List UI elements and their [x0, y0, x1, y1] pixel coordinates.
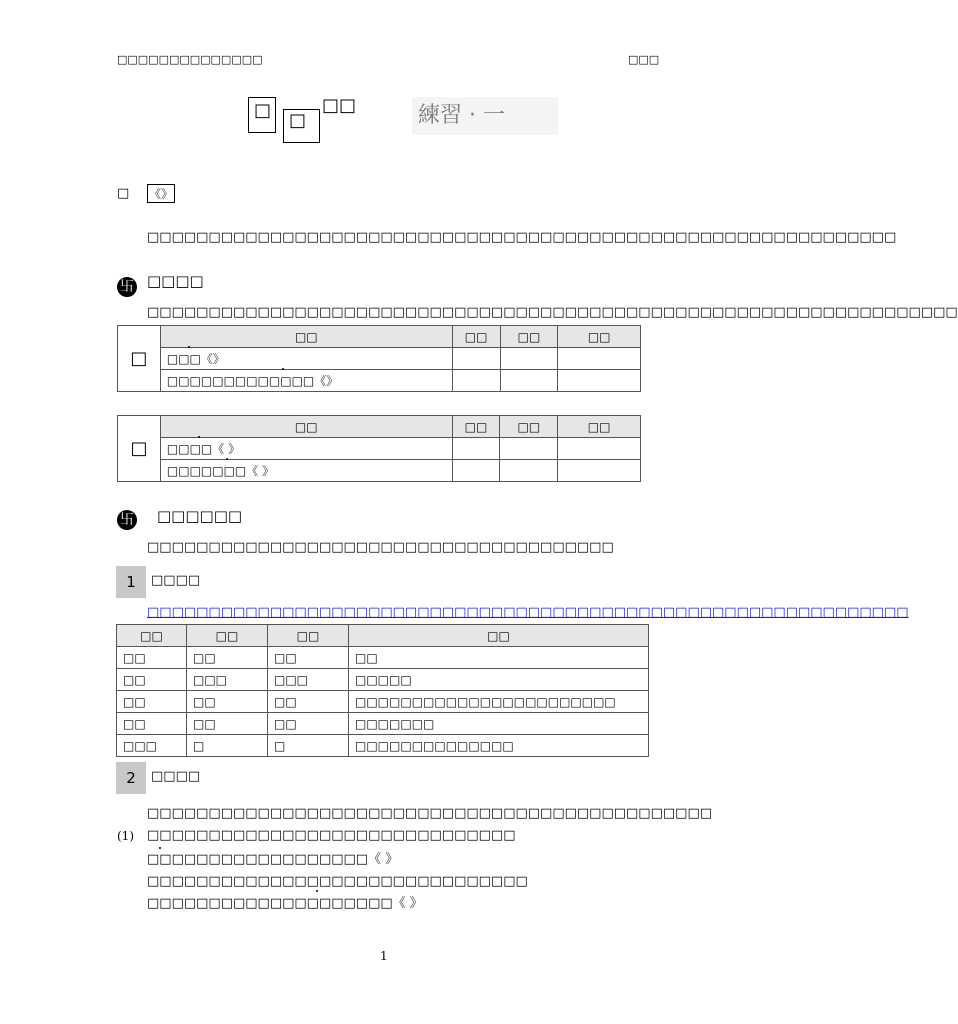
emphasis-dot	[159, 847, 161, 849]
sub2-line: □□□□□□□□□□□□□□□□□□□□《 》	[147, 896, 423, 911]
sub1-cell: □□	[187, 691, 268, 713]
table-row	[118, 460, 641, 482]
sub1-cell: □□	[117, 713, 187, 735]
emphasis-dot	[188, 346, 190, 348]
emphasis-dot	[282, 368, 284, 370]
sub2-intro: □□□□□□□□□□□□□□□□□□□□□□□□□□□□□□□□□□□□□□□□□□□□□□	[147, 806, 713, 821]
table1-cell[interactable]	[500, 348, 558, 370]
sub1-cell: □□	[268, 691, 349, 713]
table-row	[117, 713, 649, 735]
sub1-cell: □	[187, 735, 268, 757]
title-char-1: □	[254, 100, 272, 121]
sub1-header: □□	[117, 625, 187, 647]
sub2-line: □□□□□□□□□□□□□□□□□□《 》	[147, 852, 399, 867]
table2-cell[interactable]	[558, 460, 641, 482]
section0-ref: 《》	[147, 184, 175, 203]
table1-cell[interactable]	[558, 348, 641, 370]
page-number: 1	[380, 949, 388, 963]
section0-marker: □	[117, 186, 130, 201]
sub1-title: □□□□	[151, 573, 201, 588]
sub2-line: □□□□□□□□□□□□□□□□□□□□□□□□□□□□□□□	[147, 874, 528, 889]
swirl-icon: 卐	[117, 510, 137, 530]
section2-intro: □□□□□□□□□□□□□□□□□□□□□□□□□□□□□□□□□□□□□□	[147, 540, 614, 555]
sub1-cell: □□	[187, 713, 268, 735]
sub1-cell: □□	[117, 691, 187, 713]
sub1-cell: □□□□□□□□□□□□□□	[349, 735, 649, 757]
table1-header: □□	[500, 326, 558, 348]
section2-title: □□□□□□	[157, 507, 243, 525]
table-row	[117, 691, 649, 713]
title-char-2: □	[289, 110, 307, 131]
sub1-header: □□	[349, 625, 649, 647]
table-row	[117, 669, 649, 691]
table1-cell[interactable]	[558, 370, 641, 392]
emphasis-dot	[198, 436, 200, 438]
table1-header: □□	[160, 326, 452, 348]
table2-cell: □□□□《 》	[160, 438, 452, 460]
sub1-link[interactable]: □□□□□□□□□□□□□□□□□□□□□□□□□□□□□□□□□□□□□□□□□□□□□□□□□□□□□□□□□□□□□□	[147, 605, 909, 620]
practice-table-1	[117, 325, 641, 392]
header-right: □□□	[628, 53, 660, 66]
sub1-table	[116, 624, 649, 757]
sub1-cell: □□	[268, 647, 349, 669]
swirl-icon: 卐	[117, 277, 137, 297]
table-row	[117, 647, 649, 669]
sub1-number: 1	[116, 566, 146, 598]
sub1-cell: □□□	[268, 669, 349, 691]
sub1-cell: □	[268, 735, 349, 757]
section1-title: □□□□	[147, 272, 204, 290]
table1-cell[interactable]	[452, 348, 500, 370]
table2-cell[interactable]	[558, 438, 641, 460]
section1-intro: □□□□□□□□□□□□□□□□□□□□□□□□□□□□□□□□□□□□□□□□□□□□□□□□□□□□□□□□□□□□□□□□□□	[147, 305, 958, 320]
table2-header: □□	[500, 416, 558, 438]
sub1-cell: □□□	[117, 735, 187, 757]
sub1-cell: □□	[117, 669, 187, 691]
table1-cell[interactable]	[500, 370, 558, 392]
sub1-header: □□	[268, 625, 349, 647]
title-suffix: □□	[322, 95, 357, 116]
table1-header: □□	[558, 326, 641, 348]
section0-paragraph: □□□□□□□□□□□□□□□□□□□□□□□□□□□□□□□□□□□□□□□□□□□□□□□□□□□□□□□□□□□□□	[147, 230, 897, 245]
item-label: (1)	[117, 829, 134, 843]
title-subtitle: 練習 · 一	[412, 97, 558, 135]
table2-header: □□	[160, 416, 452, 438]
sub1-header: □□	[187, 625, 268, 647]
table2-cell[interactable]	[452, 438, 500, 460]
table2-cell[interactable]	[500, 460, 558, 482]
table2-cell[interactable]	[452, 460, 500, 482]
table-row	[118, 348, 641, 370]
emphasis-dot	[316, 890, 318, 892]
sub2-title: □□□□	[151, 769, 201, 784]
practice-table-2	[117, 415, 641, 482]
table2-header: □□	[452, 416, 500, 438]
sub1-cell: □□	[268, 713, 349, 735]
table1-side: □	[118, 326, 161, 392]
table2-cell: □□□□□□□《 》	[160, 460, 452, 482]
table2-header: □□	[558, 416, 641, 438]
sub1-cell: □□	[117, 647, 187, 669]
table1-header: □□	[452, 326, 500, 348]
table1-cell: □□□□□□□□□□□□□《》	[160, 370, 452, 392]
table1-cell[interactable]	[452, 370, 500, 392]
table-row	[118, 438, 641, 460]
sub1-cell: □□□□□	[349, 669, 649, 691]
table1-cell: □□□《》	[160, 348, 452, 370]
sub1-cell: □□	[349, 647, 649, 669]
sub1-cell: □□□□□□□□□□□□□□□□□□□□□□□	[349, 691, 649, 713]
table2-side: □	[118, 416, 161, 482]
table-row	[118, 370, 641, 392]
sub2-line: □□□□□□□□□□□□□□□□□□□□□□□□□□□□□□	[147, 828, 516, 843]
sub1-cell: □□□□□□□	[349, 713, 649, 735]
sub1-cell: □□	[187, 647, 268, 669]
table2-cell[interactable]	[500, 438, 558, 460]
table-row	[117, 735, 649, 757]
sub1-cell: □□□	[187, 669, 268, 691]
emphasis-dot	[226, 458, 228, 460]
header-left: □□□□□□□□□□□□□□	[117, 53, 263, 66]
sub2-number: 2	[116, 762, 146, 794]
